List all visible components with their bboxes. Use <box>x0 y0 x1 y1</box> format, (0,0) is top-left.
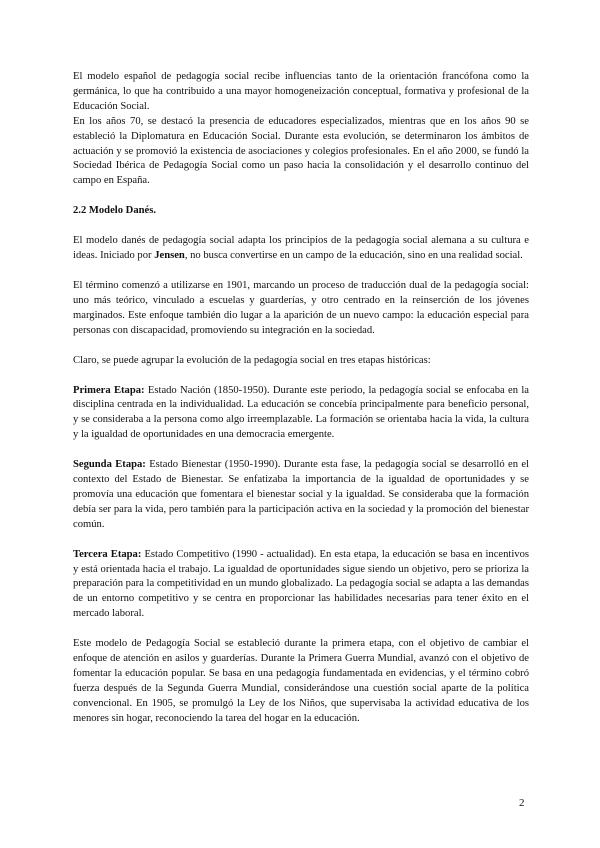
author-name: Jensen <box>154 250 185 262</box>
stage-label: Primera Etapa: <box>73 384 145 396</box>
stage-label: Tercera Etapa: <box>73 548 142 560</box>
paragraph-spanish-model-history: En los años 70, se destacó la presencia de educadores especializados, mientras que en los años 90 se estableció la Diplomatura en Educación Social. Durante esta evolución, se determinaron los ámbitos de actuación y se promovió la existencia de asociaciones y colegios profesionales. En el año 2000, se fundó la Sociedad Ibérica de Pedagogía Social como un paso hacia la consolidación y el desarrollo continuo del campo en España. <box>73 115 529 187</box>
stage-text: Estado Nación (1850-1950). Durante este periodo, la pedagogía social se enfocaba en la disciplina centrada en la individualidad. La educación se concebía principalmente para beneficio personal, y se consideraba a la persona como algo irreemplazable. La formación se orientaba hacia la vida, la cultura y la igualdad de oportunidades en una democracia emergente. <box>73 384 529 441</box>
stage-text: Estado Competitivo (1990 - actualidad). En esta etapa, la educación se basa en incentivos y está orientada hacia el trabajo. La igualdad de oportunidades sigue siendo un objetivo, pero se prioriza la preparación para la competitividad en un mundo globalizado. La pedagogía social se adapta a las demandas de un entorno competitivo y se centra en proporcionar las habilidades necesarias para tener éxito en el mercado laboral. <box>73 548 530 620</box>
stage-label: Segunda Etapa: <box>73 459 146 471</box>
stage-text: Estado Bienestar (1950-1990). Durante esta fase, la pedagogía social se desarrolló en el contexto del Estado de Bienestar. Se enfatizaba la importancia de la igualdad de oportunidades y se promovía una educación que fomentara el bienestar social y la igualdad. Se consideraba que la formación debía ser para la vida, pero también para la participación activa en la sociedad y la promoción del bienestar común. <box>73 459 529 530</box>
paragraph-stage-2 <box>73 458 529 533</box>
paragraph-stage-3 <box>73 548 529 623</box>
paragraph-stage-1 <box>73 384 529 444</box>
paragraph-text: , no busca convertirse en un campo de la educación, sino en una realidad social. <box>184 250 523 262</box>
page-number: 2 <box>519 797 525 809</box>
paragraph-spanish-model-intro: El modelo español de pedagogía social recibe influencias tanto de la orientación francófona como la germánica, lo que ha contribuido a una mayor homogeneización conceptual, formativa y profesional de la Educación Social. <box>73 71 529 112</box>
paragraph-stages-intro: Claro, se puede agrupar la evolución de la pedagogía social en tres etapas históricas: <box>73 354 431 366</box>
paragraph-danish-model-intro <box>73 234 529 264</box>
paragraph-model-establishment: Este modelo de Pedagogía Social se estableció durante la primera etapa, con el objetivo de cambiar el enfoque de atención en asilos y guarderías. Durante la Primera Guerra Mundial, avanzó con el objetivo de fomentar la educación popular. Se basa en una pedagogía fundamentada en evidencias, y el término cobró fuerza después de la Segunda Guerra Mundial, considerándose una cuestión social aparte de la política convencional. En 1905, se promulgó la Ley de los Niños, que supervisaba la actividad educativa de los menores sin hogar, reconociendo la tarea del hogar en la educación. <box>73 638 529 724</box>
paragraph-term-origin: El término comenzó a utilizarse en 1901, marcando un proceso de traducción dual de la pedagogía social: uno más teórico, vinculado a escuelas y guarderías, y otro centrado en la reinserción de los jóvenes marginados. Este enfoque también dio lugar a la aparición de un nuevo campo: la educación especial para personas con discapacidad, promoviendo su integración en la sociedad. <box>73 279 529 336</box>
section-heading-danish-model: 2.2 Modelo Danés. <box>73 205 156 217</box>
paragraph-text: El modelo danés de pedagogía social adapta los principios de la pedagogía social alemana a su cultura e ideas. Iniciado por <box>73 235 529 262</box>
page-body <box>73 70 529 727</box>
